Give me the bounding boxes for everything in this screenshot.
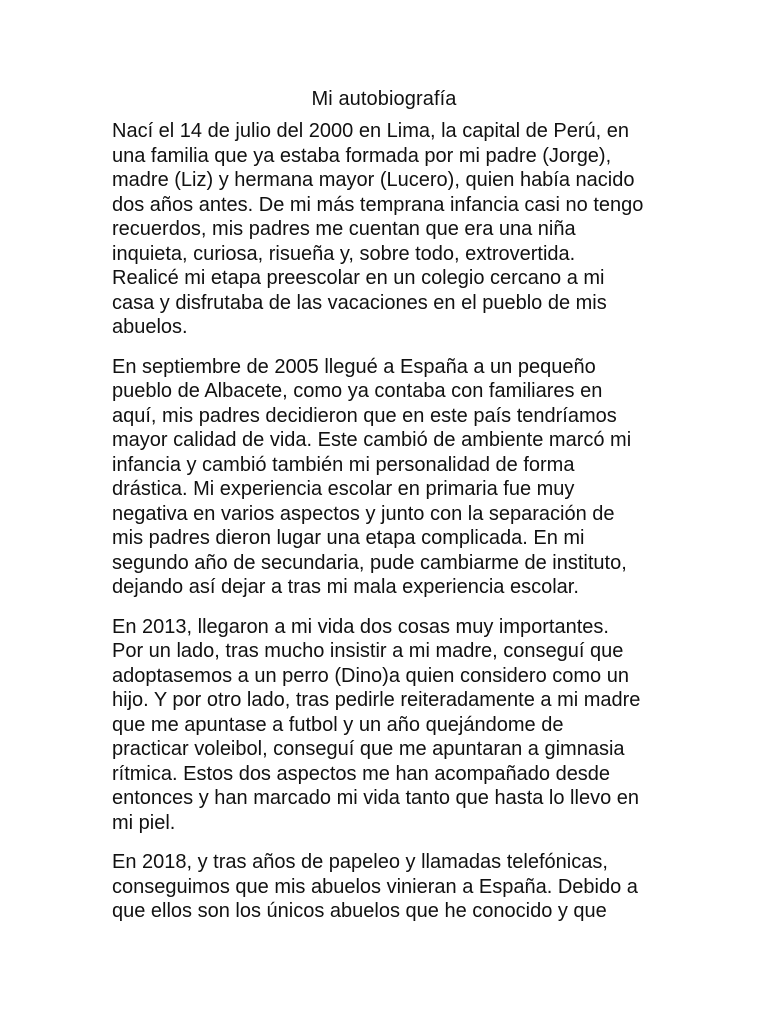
paragraph-line: madre (Liz) y hermana mayor (Lucero), quien había nacido <box>112 169 635 191</box>
paragraph-line: inquieta, curiosa, risueña y, sobre todo, extrovertida. <box>112 242 576 265</box>
paragraph-line: mi piel. <box>112 811 176 834</box>
paragraph-line: En septiembre de 2005 llegué a España a un pequeño <box>112 355 596 378</box>
paragraph-line: rítmica. Estos dos aspectos me han acompañado desde <box>112 762 611 785</box>
paragraph-line: mis padres dieron lugar una etapa complicada. En mi <box>112 527 585 549</box>
paragraph-line: conseguimos que mis abuelos vinieran a España. Debido a <box>112 875 638 898</box>
paragraph-line: casa y disfrutaba de las vacaciones en el pueblo de mis <box>112 291 607 314</box>
paragraph-line: dos años antes. De mi más temprana infancia casi no tengo <box>112 193 644 216</box>
paragraph <box>112 119 672 340</box>
document-body <box>112 119 672 939</box>
paragraph-line: recuerdos, mis padres me cuentan que era una niña <box>112 218 576 240</box>
paragraph-line: que ellos son los únicos abuelos que he conocido y que <box>112 900 607 922</box>
paragraph-line: una familia que ya estaba formada por mi padre (Jorge), <box>112 144 612 167</box>
paragraph <box>112 850 672 924</box>
paragraph-line: mayor calidad de vida. Este cambió de ambiente marcó mi <box>112 429 632 451</box>
paragraph-line: negativa en varios aspectos y junto con la separación de <box>112 502 615 525</box>
paragraph-line: drástica. Mi experiencia escolar en primaria fue muy <box>112 478 575 500</box>
paragraph-line: entonces y han marcado mi vida tanto que hasta lo llevo en <box>112 787 639 809</box>
paragraph-line: infancia y cambió también mi personalidad de forma <box>112 453 575 476</box>
paragraph-line: que me apuntase a futbol y un año quejándome de <box>112 713 564 736</box>
paragraph-line: abuelos. <box>112 316 188 338</box>
paragraph-line: dejando así dejar a tras mi mala experiencia escolar. <box>112 576 579 598</box>
paragraph-line: hijo. Y por otro lado, tras pedirle reiteradamente a mi madre <box>112 689 641 711</box>
document-title: Mi autobiografía <box>311 88 457 110</box>
paragraph-line: segundo año de secundaria, pude cambiarme de instituto, <box>112 551 627 574</box>
paragraph <box>112 355 672 600</box>
paragraph <box>112 615 672 836</box>
paragraph-line: practicar voleibol, conseguí que me apuntaran a gimnasia <box>112 738 625 760</box>
paragraph-line: Por un lado, tras mucho insistir a mi madre, conseguí que <box>112 640 624 662</box>
paragraph-line: En 2013, llegaron a mi vida dos cosas muy importantes. <box>112 615 609 638</box>
paragraph-line: En 2018, y tras años de papeleo y llamadas telefónicas, <box>112 851 608 873</box>
paragraph-line: pueblo de Albacete, como ya contaba con familiares en <box>112 380 603 402</box>
paragraph-line: adoptasemos a un perro (Dino)a quien considero como un <box>112 664 629 687</box>
paragraph-line: Nací el 14 de julio del 2000 en Lima, la capital de Perú, en <box>112 120 630 142</box>
paragraph-line: Realicé mi etapa preescolar en un colegio cercano a mi <box>112 267 605 289</box>
paragraph-line: aquí, mis padres decidieron que en este país tendríamos <box>112 404 617 427</box>
